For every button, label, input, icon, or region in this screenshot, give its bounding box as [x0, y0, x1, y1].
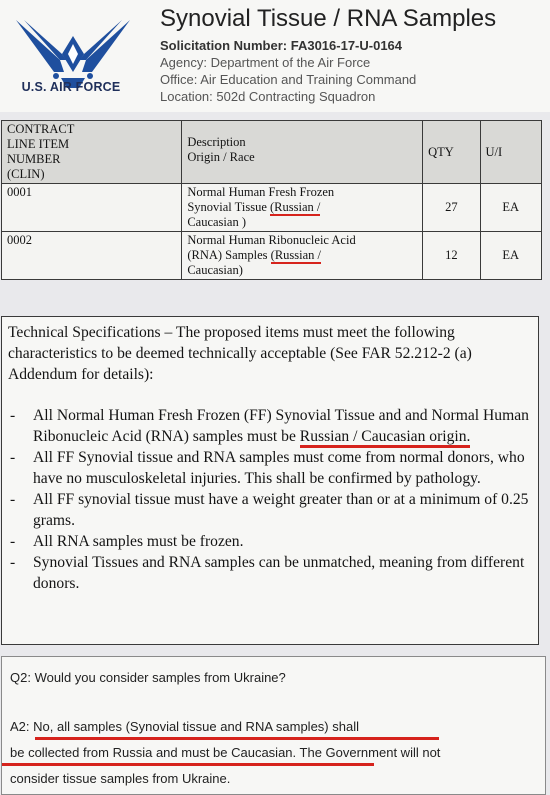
header-clin-line: (CLIN) [7, 167, 45, 181]
bullet-text: All Normal Human Fresh Frozen (FF) Synovial Tissue and and Normal Human Ribonucleic Acid (RNA) samples must be [33, 407, 529, 445]
spec-bullet-list [8, 405, 532, 594]
origin-highlight: (Russian / [270, 200, 321, 214]
qty-cell: 27 [423, 184, 480, 232]
ui-cell: EA [480, 184, 541, 232]
bullet-dash: - [10, 491, 16, 508]
solicitation-number: Solicitation Number: FA3016-17-U-0164 [160, 38, 403, 53]
answer-red-underline [35, 737, 439, 740]
answer-line: A2: No, all samples (Synovial tissue and RNA samples) shall [10, 719, 359, 734]
description-line [187, 200, 417, 215]
header-clin-line: LINE ITEM [7, 137, 70, 151]
description-line: Normal Human Ribonucleic Acid [187, 233, 356, 247]
office-line: Office: Air Education and Training Command [160, 72, 417, 87]
table-header-row [2, 121, 542, 184]
spec-intro: Technical Specifications – The proposed items must meet the following characteristics to be deemed technically acceptable (See FAR 52.212-2 (a) Addendum for details): [8, 324, 472, 383]
question-answer-panel [1, 656, 546, 795]
bullet-text: All RNA samples must be frozen. [33, 533, 244, 550]
bullet-text: All FF synovial tissue must have a weight greater than or at a minimum of 0.25 grams. [33, 491, 529, 529]
header-clin-line: NUMBER [7, 152, 61, 166]
description-cell [182, 184, 423, 232]
logo-wordmark: U.S. AIR FORCE [21, 80, 121, 94]
header-clin [2, 121, 182, 184]
page-title: Synovial Tissue / RNA Samples [160, 5, 497, 32]
origin-highlight: (Russian / [270, 248, 322, 262]
bullet-dash: - [10, 449, 16, 466]
header-qty: QTY [423, 121, 480, 184]
clin-cell: 0001 [2, 184, 182, 232]
bullet-dash: - [10, 554, 16, 571]
answer-line: consider tissue samples from Ukraine. [10, 771, 231, 786]
answer-line: be collected from Russia and must be Caucasian. The Government will not [10, 745, 441, 760]
list-item [8, 552, 532, 594]
clin-table [1, 120, 542, 280]
header-desc-line: Origin / Race [187, 150, 255, 164]
list-item [8, 489, 532, 531]
answer-red-underline [2, 763, 374, 766]
location-line: Location: 502d Contracting Squadron [160, 89, 376, 104]
description-line: Caucasian) [187, 263, 243, 277]
list-item [8, 405, 532, 447]
description-line: Caucasian ) [187, 215, 246, 229]
header-ui: U/I [480, 121, 541, 184]
qty-cell: 12 [423, 232, 480, 280]
ui-cell: EA [480, 232, 541, 280]
solicitation-header [0, 0, 550, 112]
table-row [2, 184, 542, 232]
header-description [182, 121, 423, 184]
header-desc-line: Description [187, 135, 246, 149]
description-line [187, 248, 417, 263]
table-row [2, 232, 542, 280]
bullet-text: All FF Synovial tissue and RNA samples must come from normal donors, who have no musculoskeletal injuries. This shall be confirmed by pathology. [33, 449, 525, 487]
bullet-dash: - [10, 407, 16, 424]
origin-requirement-highlight: Russian / Caucasian origin. [300, 428, 471, 448]
description-line: Normal Human Fresh Frozen [187, 185, 335, 199]
agency-line: Agency: Department of the Air Force [160, 55, 371, 70]
technical-specifications [1, 316, 539, 645]
description-text: (RNA) Samples [187, 248, 271, 262]
question-text: Q2: Would you consider samples from Ukraine? [10, 670, 286, 685]
list-item [8, 447, 532, 489]
bullet-text: Synovial Tissues and RNA samples can be unmatched, meaning from different donors. [33, 554, 525, 592]
description-cell [182, 232, 423, 280]
description-text: Synovial Tissue [187, 200, 270, 214]
header-clin-line: CONTRACT [7, 122, 75, 136]
clin-cell: 0002 [2, 232, 182, 280]
bullet-dash: - [10, 533, 16, 550]
list-item [8, 531, 532, 552]
